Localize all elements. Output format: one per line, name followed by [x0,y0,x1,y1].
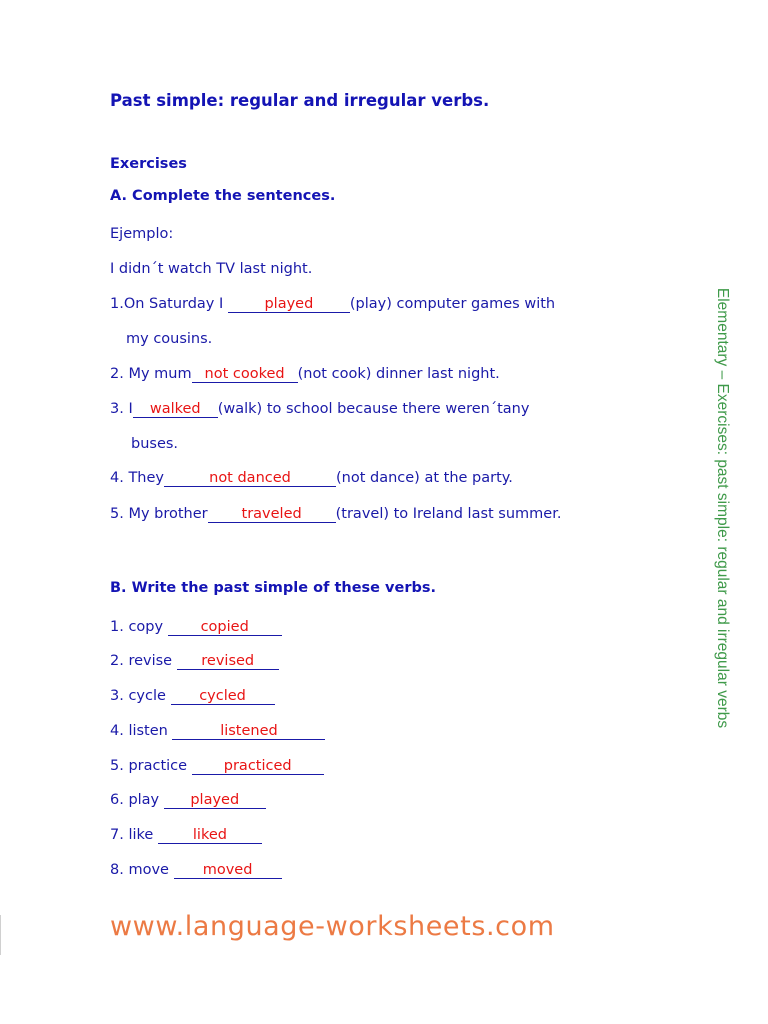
example-sentence: I didn´t watch TV last night. [110,261,313,277]
section-a-item-5 [110,506,561,523]
section-a-item-2 [110,366,500,383]
verb-label: 7. like [110,827,158,843]
section-b-item-5 [110,758,324,775]
section-a-item-4 [110,470,513,487]
verb-label: 8. move [110,862,174,878]
page-title: Past simple: regular and irregular verbs. [110,91,490,110]
footer-url: www.language-worksheets.com [110,911,555,942]
answer-blank: liked [158,827,262,844]
item-text-before: 3. I [110,401,133,417]
example-label: Ejemplo: [110,226,174,242]
section-b-item-8 [110,862,282,879]
item-text-before: 1.On Saturday I [110,296,228,312]
item-text-after: (not cook) dinner last night. [297,366,500,382]
answer-blank: revised [177,653,279,670]
answer-blank: moved [174,862,282,879]
answer-blank: listened [172,723,325,740]
answer-blank: played [228,296,350,313]
answer-blank: traveled [208,506,336,523]
section-b-item-7 [110,827,262,844]
answer-blank: played [164,792,266,809]
answer-blank: practiced [192,758,324,775]
answer-blank: not danced [164,470,336,487]
verb-label: 3. cycle [110,688,171,704]
section-a-heading: A. Complete the sentences. [110,188,336,204]
section-b-item-6 [110,792,266,809]
section-b-item-1 [110,619,282,636]
answer-blank: not cooked [192,366,298,383]
item-text-before: 2. My mum [110,366,192,382]
exercises-heading: Exercises [110,156,187,172]
page-edge-mark [0,915,1,955]
item-text-before: 4. They [110,470,164,486]
section-b-item-3 [110,688,275,705]
answer-blank: cycled [171,688,275,705]
verb-label: 5. practice [110,758,192,774]
item-text-before: 5. My brother [110,506,208,522]
answer-blank: copied [168,619,282,636]
section-a-item-1-continuation: my cousins. [126,331,213,347]
section-b-item-2 [110,653,279,670]
answer-blank: walked [133,401,218,418]
verb-label: 2. revise [110,653,177,669]
section-b-item-4 [110,723,325,740]
section-a-item-3 [110,401,529,418]
side-label: Elementary – Exercises: past simple: regular and irregular verbs [714,287,731,729]
section-a-item-1 [110,296,555,313]
item-text-after: (play) computer games with [349,296,556,312]
section-b-heading: B. Write the past simple of these verbs. [110,580,437,596]
section-a-item-3-continuation: buses. [131,436,179,452]
item-text-after: (not dance) at the party. [336,470,513,486]
verb-label: 4. listen [110,723,173,739]
item-text-after: (walk) to school because there weren´tany [217,401,530,417]
item-text-after: (travel) to Ireland last summer. [335,506,562,522]
verb-label: 1. copy [110,619,168,635]
verb-label: 6. play [110,792,164,808]
